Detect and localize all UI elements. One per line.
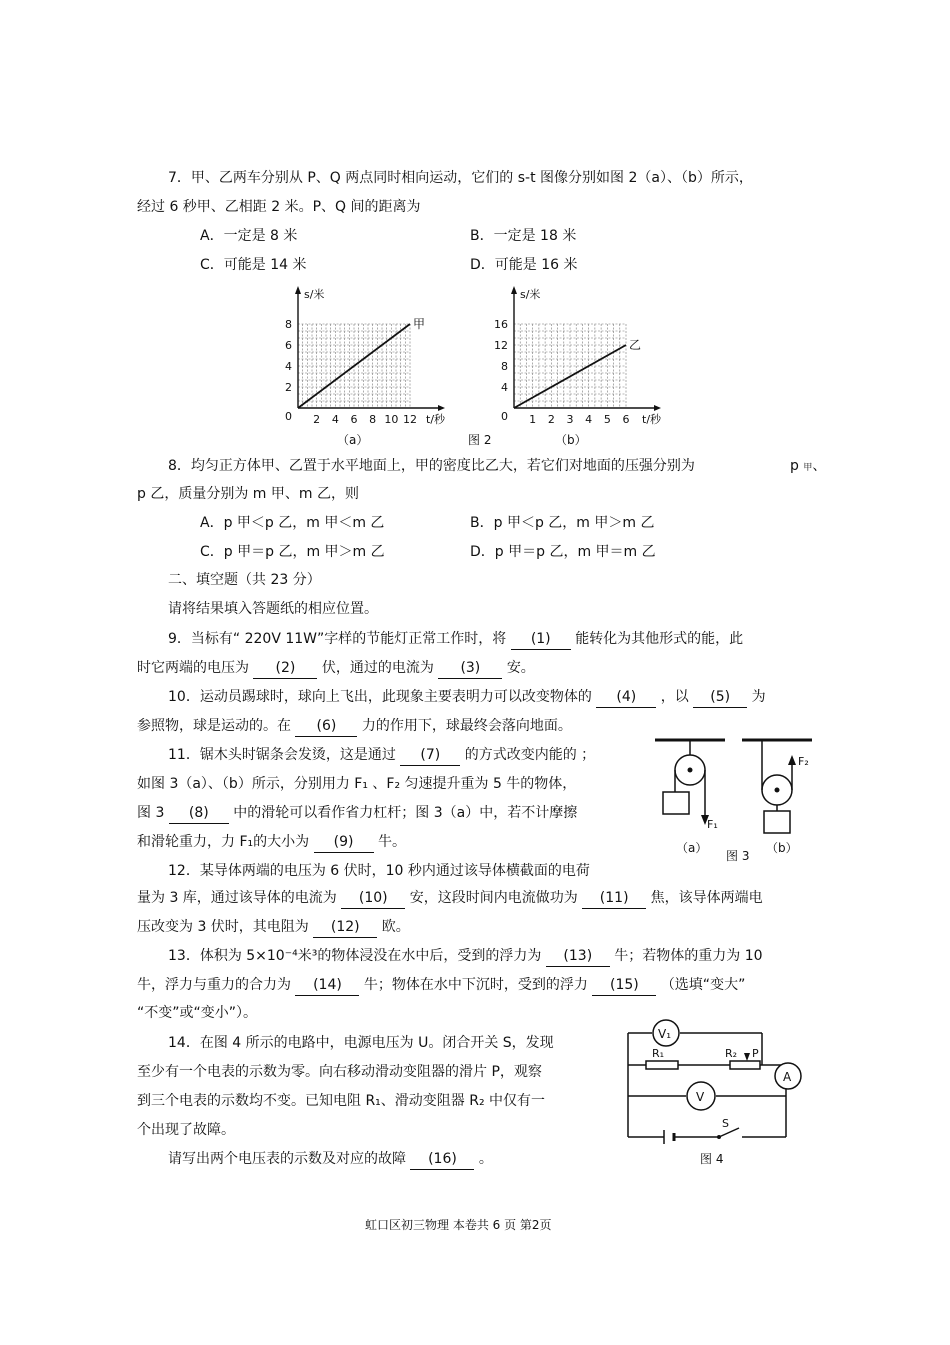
pulley-a-axle: [688, 768, 693, 773]
q11-line1: [168, 745, 595, 766]
q9-line1: [168, 629, 743, 650]
v1-label: V₁: [658, 1027, 672, 1041]
f2-label: F₂: [798, 755, 809, 768]
graph-a-x-tick: 12: [403, 413, 417, 426]
q13-text-4: 牛；物体在水中下沉时，受到的浮力: [363, 977, 588, 993]
q8-option-d: D．p 甲＝p 乙，m 甲＝m 乙: [470, 544, 656, 560]
figure-2: [270, 280, 690, 455]
graph-b-x-label: t/秒: [642, 413, 662, 426]
q13-text-2: 牛；若物体的重力为 10: [614, 948, 763, 964]
graph-b-y-arrow: [511, 286, 517, 294]
graph-b-y-tick: 16: [494, 318, 508, 331]
q7-line1: 7．甲、乙两车分别从 P、Q 两点同时相向运动，它们的 s-t 图像分别如图 2（a）、（b）所示，: [168, 170, 753, 186]
graph-a-x-arrow: [438, 405, 445, 411]
q10-text-3: 为: [751, 689, 766, 705]
rheostat-r2: [730, 1061, 760, 1069]
q13-text-3: 牛，浮力与重力的合力为: [137, 977, 291, 993]
graph-b-x-tick: 3: [566, 413, 574, 426]
q7-option-d: D．可能是 16 米: [470, 257, 578, 273]
q12-text-6: 欧。: [381, 919, 410, 935]
pulley-b-axle: [775, 788, 780, 793]
blank-13[interactable]: (13): [546, 946, 610, 967]
page-footer: 虹口区初三物理 本卷共 6 页 第2页: [365, 1218, 552, 1232]
q12-line3: [137, 917, 410, 938]
blank-6[interactable]: (6): [295, 716, 357, 737]
blank-16[interactable]: (16): [410, 1149, 474, 1170]
graph-a-y-tick: 6: [285, 339, 292, 352]
r1-label: R₁: [652, 1047, 665, 1060]
graph-b-x-tick: 4: [585, 413, 593, 426]
q9-text-1: 9．当标有“ 220V 11W”字样的节能灯正常工作时，将: [168, 631, 507, 647]
blank-10[interactable]: (10): [341, 888, 405, 909]
q9-text-5: 安。: [506, 660, 535, 676]
figure-3b-label: （b）: [766, 841, 798, 855]
graph-b-x-tick: 2: [547, 413, 555, 426]
figure-2a-label: （a）: [337, 433, 369, 447]
q14-line1: 14．在图 4 所示的电路中，电源电压为 U。闭合开关 S，发现: [168, 1035, 554, 1051]
q13-line2: [137, 975, 745, 996]
graph-b-origin: 0: [501, 410, 508, 423]
blank-3[interactable]: (3): [438, 658, 502, 679]
q11-text-6: 牛。: [378, 834, 407, 850]
q7-line2: 经过 6 秒甲、乙相距 2 米。P、Q 间的距离为: [137, 199, 421, 215]
q10-line2: [137, 716, 572, 737]
p-label: P: [752, 1047, 759, 1060]
q12-line2: [137, 888, 763, 909]
blank-9[interactable]: (9): [314, 832, 374, 853]
q11-text-2: 的方式改变内能的 ；: [464, 747, 596, 763]
q8-option-a: A．p 甲＜p 乙，m 甲＜m 乙: [200, 515, 385, 531]
resistor-r1: [646, 1061, 678, 1069]
graph-a-x-tick: 8: [369, 413, 377, 426]
q10-text-2: ，以: [660, 689, 689, 705]
force-f2-arrow: [788, 755, 796, 765]
graph-a-y-tick: 4: [285, 360, 292, 373]
q11-line3: [137, 803, 577, 824]
figure-4-caption: 图 4: [700, 1152, 724, 1166]
q11-text-5: 和滑轮重力，力 F₁的大小为: [137, 834, 310, 850]
q12-text-3: 安，这段时间内电流做功为: [409, 890, 578, 906]
graph-a-y-label: s/米: [304, 288, 325, 301]
graph-a-x-tick: 6: [350, 413, 358, 426]
v-label: V: [696, 1090, 705, 1104]
f1-label: F₁: [707, 818, 718, 831]
graph-b-x-tick: 5: [603, 413, 611, 426]
blank-1[interactable]: (1): [511, 629, 571, 650]
blank-7[interactable]: (7): [400, 745, 460, 766]
q11-text-4: 中的滑轮可以看作省力杠杆；图 3（a）中，若不计摩擦: [233, 805, 578, 821]
graph-b-y-tick: 8: [501, 360, 508, 373]
q8-p-jia: p 甲、: [790, 458, 827, 474]
weight-a: [663, 792, 689, 814]
graph-a-x-tick: 10: [384, 413, 399, 426]
section-2-title: 二、填空题（共 23 分）: [168, 572, 321, 588]
graph-a-x-tick: 4: [331, 413, 339, 426]
blank-11[interactable]: (11): [582, 888, 646, 909]
q13-text-1: 13．体积为 5×10⁻⁴米³的物体浸没在水中后，受到的浮力为: [168, 948, 542, 964]
figure-2-caption: 图 2: [468, 433, 492, 447]
q8-p-symbol: p: [790, 458, 799, 474]
blank-15[interactable]: (15): [592, 975, 656, 996]
q7-option-a: A．一定是 8 米: [200, 228, 298, 244]
q10-text-5: 力的作用下，球最终会落向地面。: [361, 718, 572, 734]
q13-text-5: （选填“变大”: [660, 977, 746, 993]
q9-line2: [137, 658, 535, 679]
q12-text-4: 焦，该导体两端电: [650, 890, 763, 906]
q10-text-1: 10．运动员踢球时，球向上飞出，此现象主要表明力可以改变物体的: [168, 689, 592, 705]
q10-line1: [168, 687, 766, 708]
blank-4[interactable]: (4): [596, 687, 656, 708]
q8-p-subscript: 甲: [803, 463, 813, 473]
graph-b-x-tick: 1: [529, 413, 537, 426]
blank-14[interactable]: (14): [295, 975, 359, 996]
graph-a-y-arrow: [295, 286, 301, 294]
q13-line1: [168, 946, 763, 967]
figure-3a-label: （a）: [676, 841, 708, 855]
q9-text-2: 能转化为其他形式的能，此: [575, 631, 744, 647]
q8-option-c: C．p 甲＝p 乙，m 甲＞m 乙: [200, 544, 385, 560]
graph-a-y-tick: 8: [285, 318, 292, 331]
graph-b-y-tick: 12: [494, 339, 508, 352]
s-label: S: [722, 1117, 729, 1130]
blank-2[interactable]: (2): [253, 658, 317, 679]
graph-b-y-label: s/米: [520, 288, 541, 301]
graph-b-x-tick: 6: [622, 413, 630, 426]
graph-a-x-label: t/秒: [426, 413, 446, 426]
q13-line3: “不变”或“变小”）。: [137, 1005, 258, 1021]
q8-line1: 8．均匀正方体甲、乙置于水平地面上，甲的密度比乙大，若它们对地面的压强分别为: [168, 458, 695, 474]
q12-text-2: 量为 3 库，通过该导体的电流为: [137, 890, 337, 906]
q9-text-4: 伏，通过的电流为: [321, 660, 434, 676]
q14-line3: 到三个电表的示数均不变。已知电阻 R₁、滑动变阻器 R₂ 中仅有一: [137, 1093, 546, 1109]
q10-text-4: 参照物，球是运动的。在: [137, 718, 291, 734]
q11-line2: 如图 3（a）、（b）所示，分别用力 F₁ 、F₂ 匀速提升重为 5 牛的物体，: [137, 776, 577, 792]
graph-a-origin: 0: [285, 410, 292, 423]
q14-line5: [168, 1149, 493, 1170]
q9-text-3: 时它两端的电压为: [137, 660, 249, 676]
blank-8[interactable]: (8): [169, 803, 229, 824]
r2-label: R₂: [725, 1047, 738, 1060]
figure-4: [622, 1015, 812, 1145]
q11-text-3: 图 3: [137, 805, 165, 821]
blank-12[interactable]: (12): [313, 917, 377, 938]
graph-b-series-label: 乙: [629, 338, 642, 352]
section-2-instruction: 请将结果填入答题纸的相应位置。: [168, 601, 378, 617]
weight-b: [764, 811, 790, 833]
graph-b-x-arrow: [654, 405, 661, 411]
a-label: A: [783, 1070, 792, 1084]
q14-line2: 至少有一个电表的示数为零。向右移动滑动变阻器的滑片 P，观察: [137, 1064, 542, 1080]
q12-text-5: 压改变为 3 伏时，其电阻为: [137, 919, 309, 935]
q14-line4: 个出现了故障。: [137, 1122, 235, 1138]
slider-p-arrow: [744, 1053, 750, 1061]
q14-text-5: 请写出两个电压表的示数及对应的故障: [168, 1151, 406, 1167]
q11-line4: [137, 832, 406, 853]
graph-a-series-label: 甲: [413, 317, 426, 331]
q7-option-c: C．可能是 14 米: [200, 257, 307, 273]
q7-option-b: B．一定是 18 米: [470, 228, 577, 244]
q8-line2: p 乙，质量分别为 m 甲、m 乙，则: [137, 486, 359, 502]
q12-line1: 12．某导体两端的电压为 6 伏时，10 秒内通过该导体横截面的电荷: [168, 863, 590, 879]
graph-a-x-tick: 2: [313, 413, 321, 426]
graph-b-y-tick: 4: [501, 381, 508, 394]
figure-3-caption: 图 3: [726, 849, 750, 863]
q14-text-6: 。: [478, 1151, 493, 1167]
graph-a-y-tick: 2: [285, 381, 292, 394]
q11-text-1: 11．锯木头时锯条会发烫，这是通过: [168, 747, 396, 763]
blank-5[interactable]: (5): [693, 687, 747, 708]
figure-2b-label: （b）: [555, 433, 587, 447]
q8-option-b: B．p 甲＜p 乙，m 甲＞m 乙: [470, 515, 655, 531]
